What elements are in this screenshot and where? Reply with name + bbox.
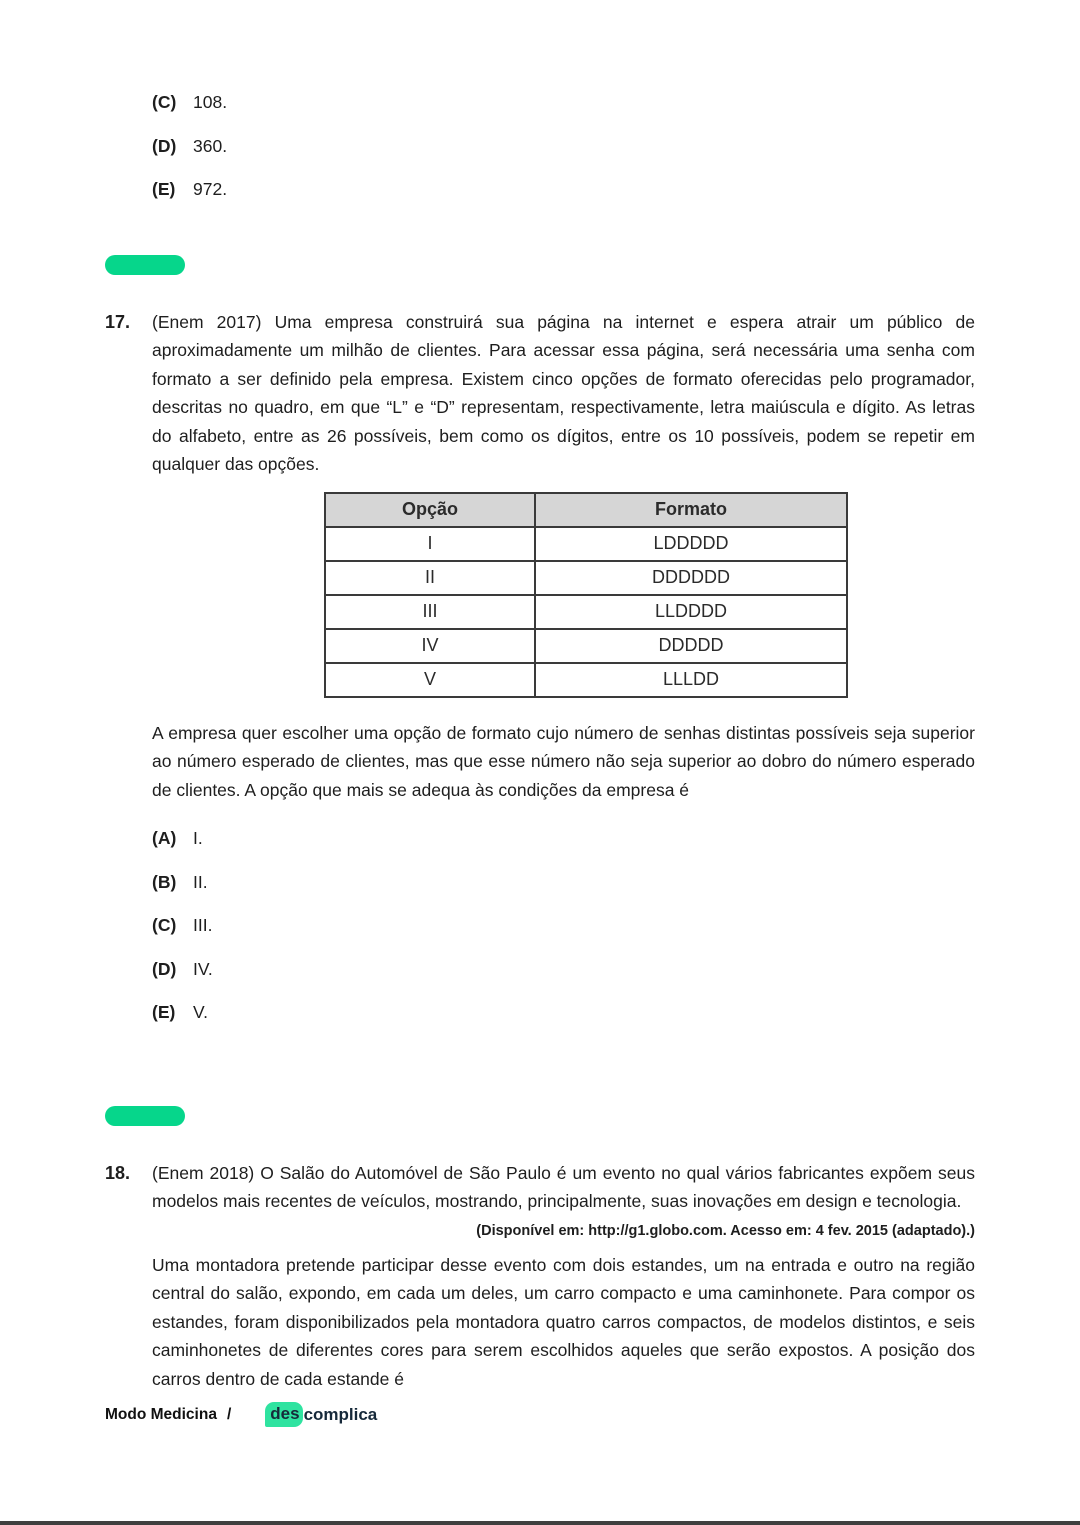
option-text: V.	[193, 1002, 208, 1022]
table-row	[325, 663, 847, 697]
table-row	[325, 561, 847, 595]
table-row	[325, 527, 847, 561]
source-citation: (Disponível em: http://g1.globo.com. Acesso em: 4 fev. 2015 (adaptado).)	[476, 1222, 975, 1239]
option-label: (B)	[152, 871, 177, 892]
table-header-opcao: Opção	[325, 493, 535, 527]
option-row-c	[152, 917, 975, 935]
option-row-e	[152, 1004, 975, 1022]
question-body: Uma montadora pretende participar desse evento com dois estandes, um na entrada e outro na região central do salão, expondo, em cada um deles, um carro compacto e uma caminhonete. Para compor os estandes, foram disponibilizados pela montadora quatro carros compactos, de modelos distintos, e seis caminhonetes de diferentes cores para serem escolhidos aqueles que serão expostos. A posição dos carros dentro de cada estande é	[152, 1254, 975, 1389]
option-text: 360.	[193, 135, 228, 156]
option-text: I.	[193, 828, 203, 848]
option-row-a	[152, 830, 975, 848]
option-row-c	[152, 94, 975, 112]
option-row-e	[152, 181, 975, 199]
option-label: (D)	[152, 958, 177, 979]
descomplica-logo	[265, 1402, 377, 1427]
question-17	[105, 308, 975, 1048]
page-bottom-edge	[0, 1521, 1080, 1525]
question-number: 18.	[105, 1162, 131, 1183]
footer-separator: /	[226, 1405, 232, 1423]
descomplica-logo-mark-icon: des	[265, 1402, 302, 1427]
table-cell: LDDDDD	[535, 527, 847, 561]
option-label: (A)	[152, 828, 177, 848]
option-row-d	[152, 958, 975, 979]
table-cell: III	[325, 595, 535, 629]
formats-table	[324, 492, 848, 698]
option-label: (E)	[152, 179, 176, 199]
question-continuation: A empresa quer escolher uma opção de formato cujo número de senhas distintas possíveis seja superior ao número esperado de clientes, mas que esse número não seja superior ao dobro do número esperado de clientes. A opção que mais se adequa às condições da empresa é	[152, 722, 975, 800]
option-label: (D)	[152, 135, 177, 156]
option-row-b	[152, 871, 975, 892]
section-divider-pill	[105, 1106, 185, 1126]
previous-question-options	[152, 94, 975, 199]
option-text: III.	[193, 915, 213, 935]
question-18	[105, 1159, 975, 1394]
table-cell: IV	[325, 629, 535, 663]
option-row-d	[152, 135, 975, 156]
table-cell: DDDDDD	[535, 561, 847, 595]
option-text: 972.	[193, 179, 228, 199]
table-cell: V	[325, 663, 535, 697]
option-text: IV.	[193, 958, 213, 979]
table-header-formato: Formato	[535, 493, 847, 527]
table-header-row	[325, 493, 847, 527]
table-row	[325, 629, 847, 663]
footer	[105, 1402, 377, 1427]
footer-brand-text: Modo Medicina	[105, 1405, 217, 1423]
option-text: II.	[193, 871, 208, 892]
table-cell: II	[325, 561, 535, 595]
section-divider-pill	[105, 255, 185, 275]
table-row	[325, 595, 847, 629]
table-cell: LLDDDD	[535, 595, 847, 629]
table-cell: DDDDD	[535, 629, 847, 663]
table-cell: I	[325, 527, 535, 561]
option-text: 108.	[193, 92, 228, 112]
question-number: 17.	[105, 311, 131, 332]
option-label: (E)	[152, 1002, 176, 1022]
question-stem: (Enem 2017) Uma empresa construirá sua página na internet e espera atrair um público de aproximadamente um milhão de clientes. Para acessar essa página, será necessária uma senha com formato a ser definido pela empresa. Existem cinco opções de formato oferecidas pelo programador, descritas no quadro, em que “L” e “D” representam, respectivamente, letra maiúscula e dígito. As letras do alfabeto, entre as 26 possíveis, bem como os dígitos, entre os 10 possíveis, podem se repetir em qualquer das opções.	[152, 311, 975, 474]
descomplica-logo-text: complica	[303, 1404, 378, 1424]
option-label: (C)	[152, 92, 177, 112]
question-17-options	[152, 830, 975, 1022]
option-label: (C)	[152, 915, 177, 935]
table-cell: LLLDD	[535, 663, 847, 697]
question-stem: (Enem 2018) O Salão do Automóvel de São Paulo é um evento no qual vários fabricantes expõem seus modelos mais recentes de veículos, mostrando, principalmente, suas inovações em design e tecnologia.	[152, 1162, 975, 1211]
